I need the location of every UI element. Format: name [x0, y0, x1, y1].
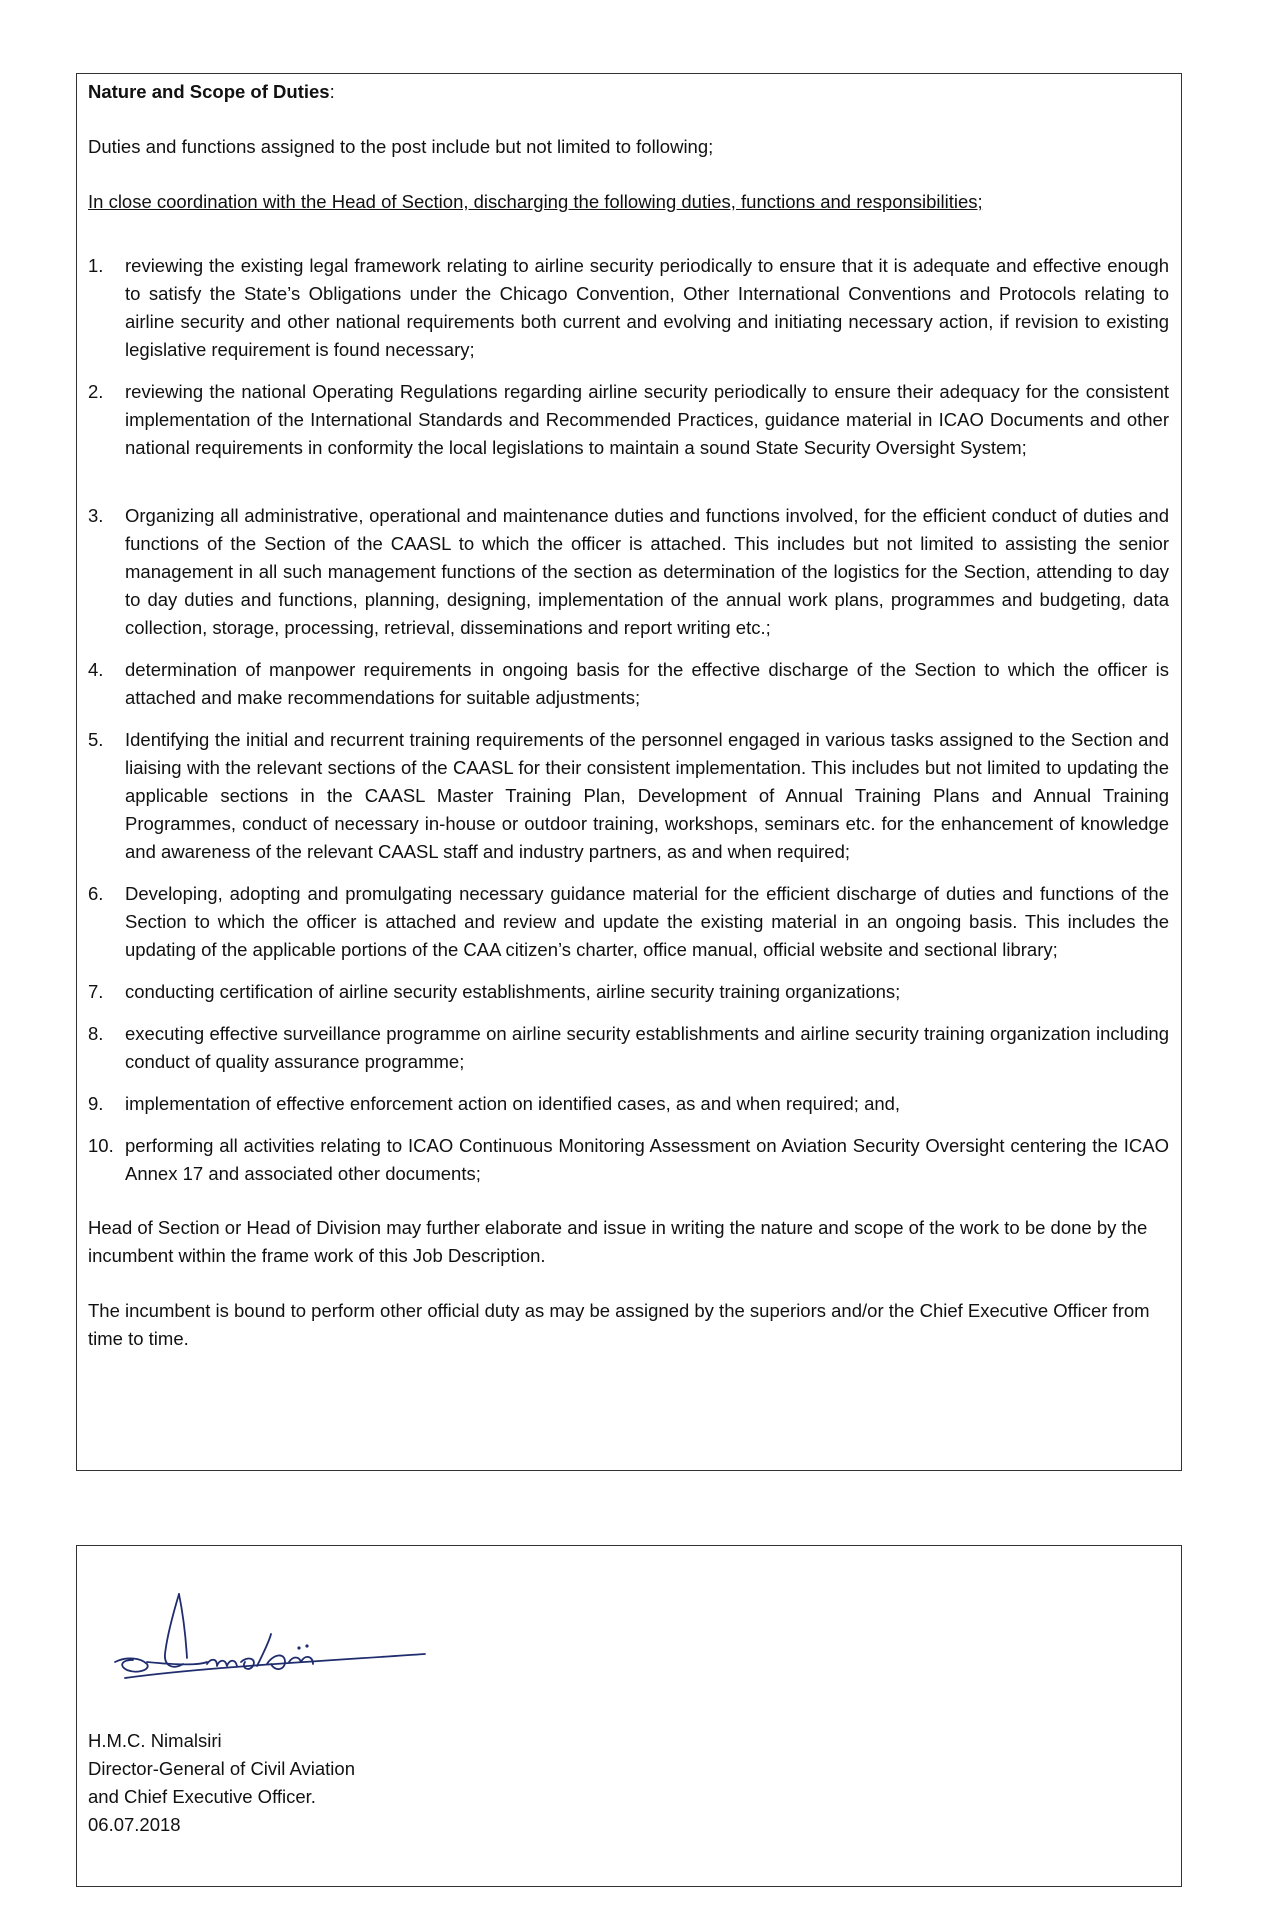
list-item-text: reviewing the national Operating Regulations regarding airline security periodically to ensure their adequacy for the consistent implementation of the International Standards and Recommended Practices, guidance material in ICAO Documents and other national requirements in conformity the local legislations to maintain a sound State Security Oversight System; — [125, 381, 1169, 458]
list-item-number: 9. — [88, 1093, 104, 1114]
signatory-title-line-2: and Chief Executive Officer. — [88, 1786, 316, 1807]
list-item-number: 8. — [88, 1023, 104, 1044]
list-item — [88, 378, 1169, 462]
intro-paragraph: Duties and functions assigned to the post include but not limited to following; — [88, 136, 714, 157]
list-item-text: determination of manpower requirements in ongoing basis for the effective discharge of the Section to which the officer is attached and make recommendations for suitable adjustments; — [125, 659, 1169, 708]
list-item-number: 4. — [88, 659, 104, 680]
list-item — [88, 1020, 1169, 1076]
section-heading-colon: : — [329, 81, 335, 102]
duties-box — [76, 73, 1182, 1471]
list-item-text: Developing, adopting and promulgating necessary guidance material for the efficient discharge of duties and functions of the Section to which the officer is attached and review and update the existing material in an ongoing basis. This includes the updating of the applicable portions of the CAA citizen’s charter, office manual, official website and sectional library; — [125, 883, 1169, 960]
section-heading — [88, 78, 1169, 106]
list-item-text: Identifying the initial and recurrent training requirements of the personnel engaged in various tasks assigned to the Section and liaising with the relevant sections of the CAASL for their consistent implementation. This includes but not limited to updating the applicable sections in the CAASL Master Training Plan, Development of Annual Training Plans and Annual Training Programmes, conduct of necessary in-house or outdoor training, workshops, seminars etc. for the enhancement of knowledge and awareness of the relevant CAASL staff and industry partners, as and when required; — [125, 729, 1169, 862]
list-item-text: Organizing all administrative, operational and maintenance duties and functions involved, for the efficient conduct of duties and functions of the Section of the CAASL to which the officer is attached. This includes but not limited to assisting the senior management in all such management functions of the section as determination of the logistics for the Section, attending to day to day duties and functions, planning, designing, implementation of the annual work plans, programmes and budgeting, data collection, storage, processing, retrieval, disseminations and report writing etc.; — [125, 505, 1169, 638]
duties-list — [88, 252, 1169, 1188]
list-item — [88, 1132, 1169, 1188]
list-item — [88, 1090, 1169, 1118]
list-item-text: conducting certification of airline security establishments, airline security training organizations; — [125, 981, 901, 1002]
list-item — [88, 502, 1169, 642]
handwritten-signature — [107, 1574, 447, 1714]
closing-paragraph-other-duty: The incumbent is bound to perform other official duty as may be assigned by the superiors and/or the Chief Executive Officer from time to time. — [88, 1300, 1150, 1349]
list-item-text: performing all activities relating to ICAO Continuous Monitoring Assessment on Aviation Security Oversight centering the ICAO Annex 17 and associated other documents; — [125, 1135, 1169, 1184]
list-item-number: 7. — [88, 981, 104, 1002]
signatory-name: H.M.C. Nimalsiri — [88, 1730, 222, 1751]
signature-box — [76, 1545, 1182, 1887]
closing-paragraph-elaboration: Head of Section or Head of Division may further elaborate and issue in writing the nature and scope of the work to be done by the incumbent within the frame work of this Job Description. — [88, 1217, 1148, 1266]
list-item-number: 2. — [88, 381, 104, 402]
list-item-text: reviewing the existing legal framework relating to airline security periodically to ensure that it is adequate and effective enough to satisfy the State’s Obligations under the Chicago Convention, Other International Conventions and Protocols relating to airline security and other national requirements both current and evolving and initiating necessary action, if revision to existing legislative requirement is found necessary; — [125, 255, 1169, 360]
list-item — [88, 978, 1169, 1006]
signatory-block — [88, 1727, 355, 1839]
list-item-text: executing effective surveillance programme on airline security establishments and airline security training organization including conduct of quality assurance programme; — [125, 1023, 1169, 1072]
list-item — [88, 656, 1169, 712]
list-item — [88, 726, 1169, 866]
coordination-paragraph: In close coordination with the Head of Section, discharging the following duties, functions and responsibilities; — [88, 191, 983, 212]
list-item-number: 5. — [88, 729, 104, 750]
signatory-title-line-1: Director-General of Civil Aviation — [88, 1758, 355, 1779]
list-item-number: 6. — [88, 883, 104, 904]
list-item-number: 3. — [88, 505, 104, 526]
list-item-number: 10. — [88, 1135, 114, 1156]
list-item — [88, 252, 1169, 364]
list-item — [88, 880, 1169, 964]
list-item-number: 1. — [88, 255, 104, 276]
section-heading-text: Nature and Scope of Duties — [88, 81, 330, 102]
list-item-text: implementation of effective enforcement action on identified cases, as and when required; and, — [125, 1093, 901, 1114]
signature-date: 06.07.2018 — [88, 1814, 181, 1835]
